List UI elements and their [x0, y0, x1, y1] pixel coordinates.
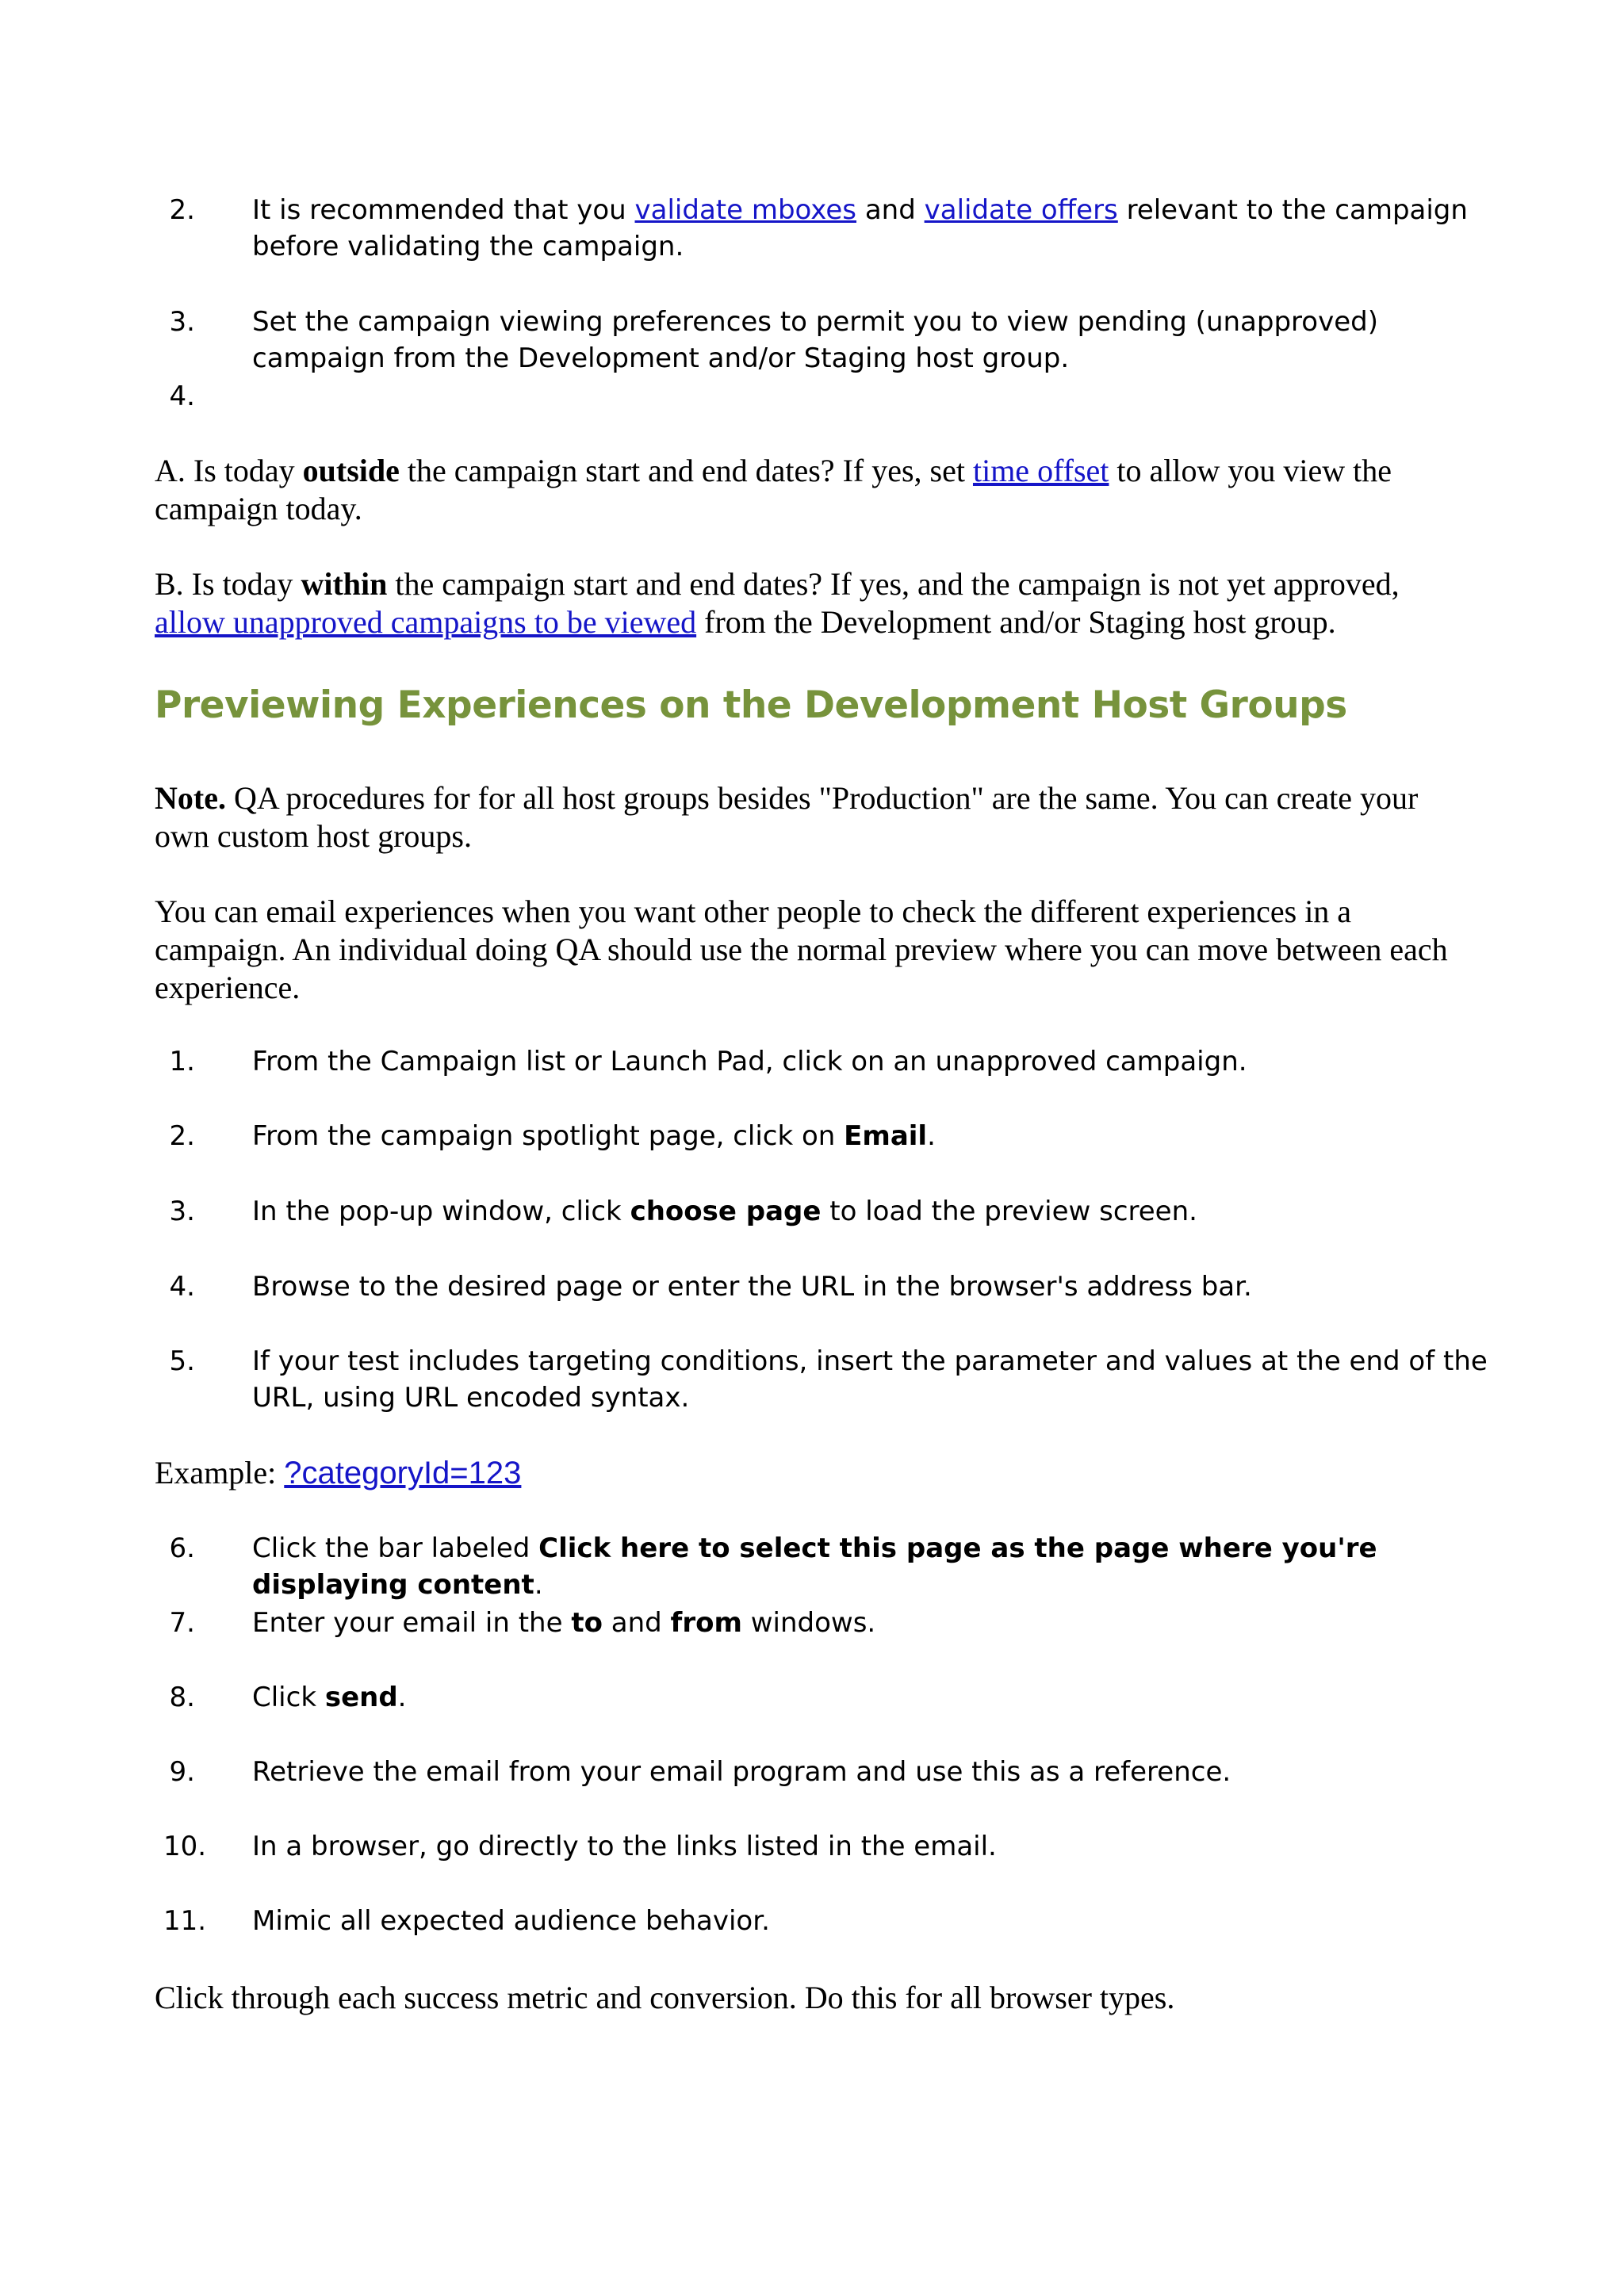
list-number: 2. [169, 194, 195, 226]
text-run: to load the preview screen. [821, 1196, 1197, 1227]
text-run: . [534, 1569, 543, 1601]
text-run: It is recommended that you [252, 194, 635, 226]
list-text: From the Campaign list or Launch Pad, click on an unapproved campaign. [252, 1046, 1247, 1077]
list-text: Retrieve the email from your email program and use this as a reference. [252, 1756, 1231, 1788]
bold-text: to [571, 1607, 603, 1639]
example-label: Example: [155, 1455, 285, 1490]
list-number: 4. [169, 381, 195, 412]
list-number: 5. [169, 1345, 195, 1377]
list-number: 9. [169, 1756, 195, 1788]
note-label: Note. [155, 780, 226, 816]
list-text [252, 1679, 1489, 1716]
bold-text: choose page [630, 1196, 822, 1227]
text-run: A. Is today [155, 453, 303, 488]
bold-text: within [301, 566, 388, 602]
list-number: 11. [163, 1905, 207, 1937]
text-run: Click the bar labeled [252, 1533, 539, 1564]
list-number: 1. [169, 1046, 195, 1077]
section-heading: Previewing Experiences on the Development Host Groups [155, 683, 1347, 727]
allow-unapproved-campaigns-link[interactable]: allow unapproved campaigns to be viewed [155, 604, 697, 640]
list-number: 4. [169, 1271, 195, 1303]
text-run: Enter your email in the [252, 1607, 572, 1639]
bold-text: Email [844, 1120, 928, 1152]
list-number: 3. [169, 306, 195, 338]
bold-text: from [670, 1607, 742, 1639]
list-text [252, 1605, 1489, 1641]
text-run: . [927, 1120, 936, 1152]
text-run: . [397, 1682, 407, 1713]
list-number: 6. [169, 1533, 195, 1564]
text-run: and [856, 194, 925, 226]
bold-text: Click here to select this page as the page where you're displaying content [252, 1533, 1377, 1601]
text-run: B. Is today [155, 566, 301, 602]
text-run: relevant to the campaign before validating the campaign. [252, 194, 1468, 262]
list-number: 8. [169, 1682, 195, 1713]
closing-paragraph: Click through each success metric and conversion. Do this for all browser types. [155, 1980, 1175, 2015]
validate-mboxes-link[interactable]: validate mboxes [634, 194, 857, 226]
text-run: from the Development and/or Staging host group. [696, 604, 1336, 640]
text-run: From the campaign spotlight page, click on [252, 1120, 845, 1152]
text-run: the campaign start and end dates? If yes, set [399, 453, 973, 488]
text-run: windows. [741, 1607, 876, 1639]
list-text: If your test includes targeting conditions, insert the parameter and values at the end of the URL, using URL encoded syntax. [252, 1345, 1488, 1414]
text-run: and [602, 1607, 671, 1639]
list-text [252, 1118, 1489, 1154]
example-url-link[interactable]: ?categoryId=123 [284, 1456, 522, 1490]
text-run: the campaign start and end dates? If yes, and the campaign is not yet approved, [387, 566, 1400, 602]
intro-paragraph: You can email experiences when you want other people to check the different experiences in a campaign. An individual doing QA should use the normal preview where you can move between each experience. [155, 894, 1448, 1005]
list-number: 7. [169, 1607, 195, 1639]
list-text [252, 192, 1489, 265]
example-line [155, 1454, 1471, 1492]
list-text: In a browser, go directly to the links listed in the email. [252, 1831, 997, 1862]
paragraph-a [155, 452, 1471, 528]
list-number: 2. [169, 1120, 195, 1152]
text-run: In the pop-up window, click [252, 1196, 630, 1227]
paragraph-b [155, 565, 1471, 641]
list-text [252, 1530, 1489, 1603]
bold-text: send [324, 1682, 398, 1713]
list-number: 3. [169, 1196, 195, 1227]
list-text: Set the campaign viewing preferences to permit you to view pending (unapproved) campaign from the Development and/or Staging host group. [252, 306, 1378, 374]
list-number: 10. [163, 1831, 207, 1862]
text-run: Click [252, 1682, 325, 1713]
list-text [252, 1193, 1489, 1230]
text-run: to allow you view the campaign today. [155, 453, 1392, 526]
list-text: Browse to the desired page or enter the URL in the browser's address bar. [252, 1271, 1252, 1303]
list-text: Mimic all expected audience behavior. [252, 1905, 770, 1937]
note-text: QA procedures for for all host groups besides "Production" are the same. You can create your own custom host groups. [155, 780, 1419, 854]
note-paragraph [155, 779, 1471, 855]
validate-offers-link[interactable]: validate offers [924, 194, 1118, 226]
bold-text: outside [302, 453, 400, 488]
time-offset-link[interactable]: time offset [972, 453, 1109, 488]
